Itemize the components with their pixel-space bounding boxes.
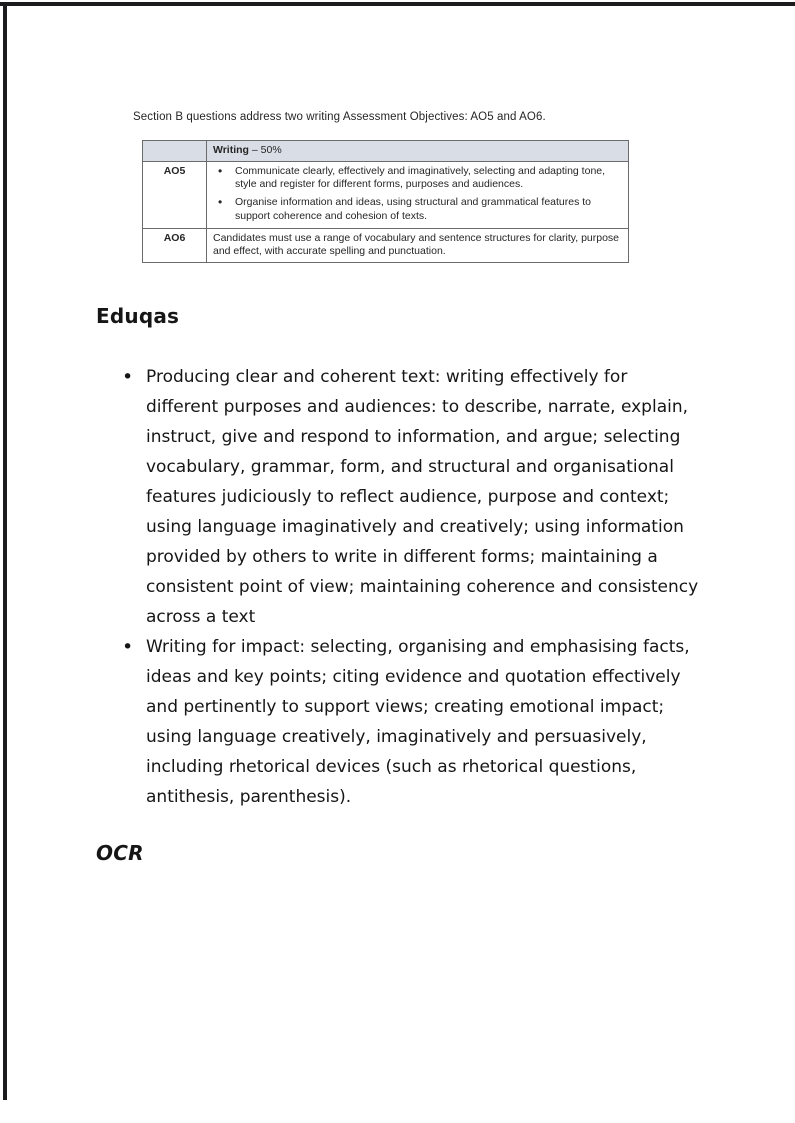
ocr-heading: OCR <box>96 841 144 865</box>
ao5-code: AO5 <box>143 162 207 229</box>
eduqas-bullet-list <box>122 362 702 812</box>
page-border-left <box>3 2 7 1100</box>
table-header-title: Writing <box>213 144 249 156</box>
ao5-bullet-1: • Communicate clearly, effectively and imaginatively, selecting and adapting tone, style and register for different forms, purposes and audiences. <box>213 165 622 191</box>
ao5-content-cell <box>207 162 629 229</box>
page-border-top <box>0 2 795 6</box>
table-row-ao6 <box>143 228 629 262</box>
table-row-ao5 <box>143 162 629 229</box>
intro-text: Section B questions address two writing Assessment Objectives: AO5 and AO6. <box>133 111 546 123</box>
ao5-bullet-2: • Organise information and ideas, using structural and grammatical features to support coherence and cohesion of texts. <box>213 196 622 222</box>
ao5-bullet-list <box>213 165 622 223</box>
table-header-row <box>143 141 629 162</box>
assessment-objectives-table <box>142 140 629 263</box>
ao6-code: AO6 <box>143 228 207 262</box>
table-header-suffix: – 50% <box>248 144 282 156</box>
table-header-empty-cell <box>143 141 207 162</box>
list-item: • Writing for impact: selecting, organising and emphasising facts, ideas and key points; citing evidence and quotation effectively and pertinently to support views; creating emotional impact; using language creatively, imaginatively and persuasively, including rhetorical devices (such as rhetorical questions, antithesis, parenthesis). <box>122 632 702 812</box>
list-item: • Producing clear and coherent text: writing effectively for different purposes and audiences: to describe, narrate, explain, instruct, give and respond to information, and argue; selecting vocabulary, grammar, form, and structural and organisational features judiciously to reflect audience, purpose and context; using language imaginatively and creatively; using information provided by others to write in different forms; maintaining a consistent point of view; maintaining coherence and consistency across a text <box>122 362 702 632</box>
ao6-content-cell: Candidates must use a range of vocabulary and sentence structures for clarity, purpose and effect, with accurate spelling and punctuation. <box>207 228 629 262</box>
table-header-title-cell <box>207 141 629 162</box>
eduqas-heading: Eduqas <box>96 304 180 328</box>
